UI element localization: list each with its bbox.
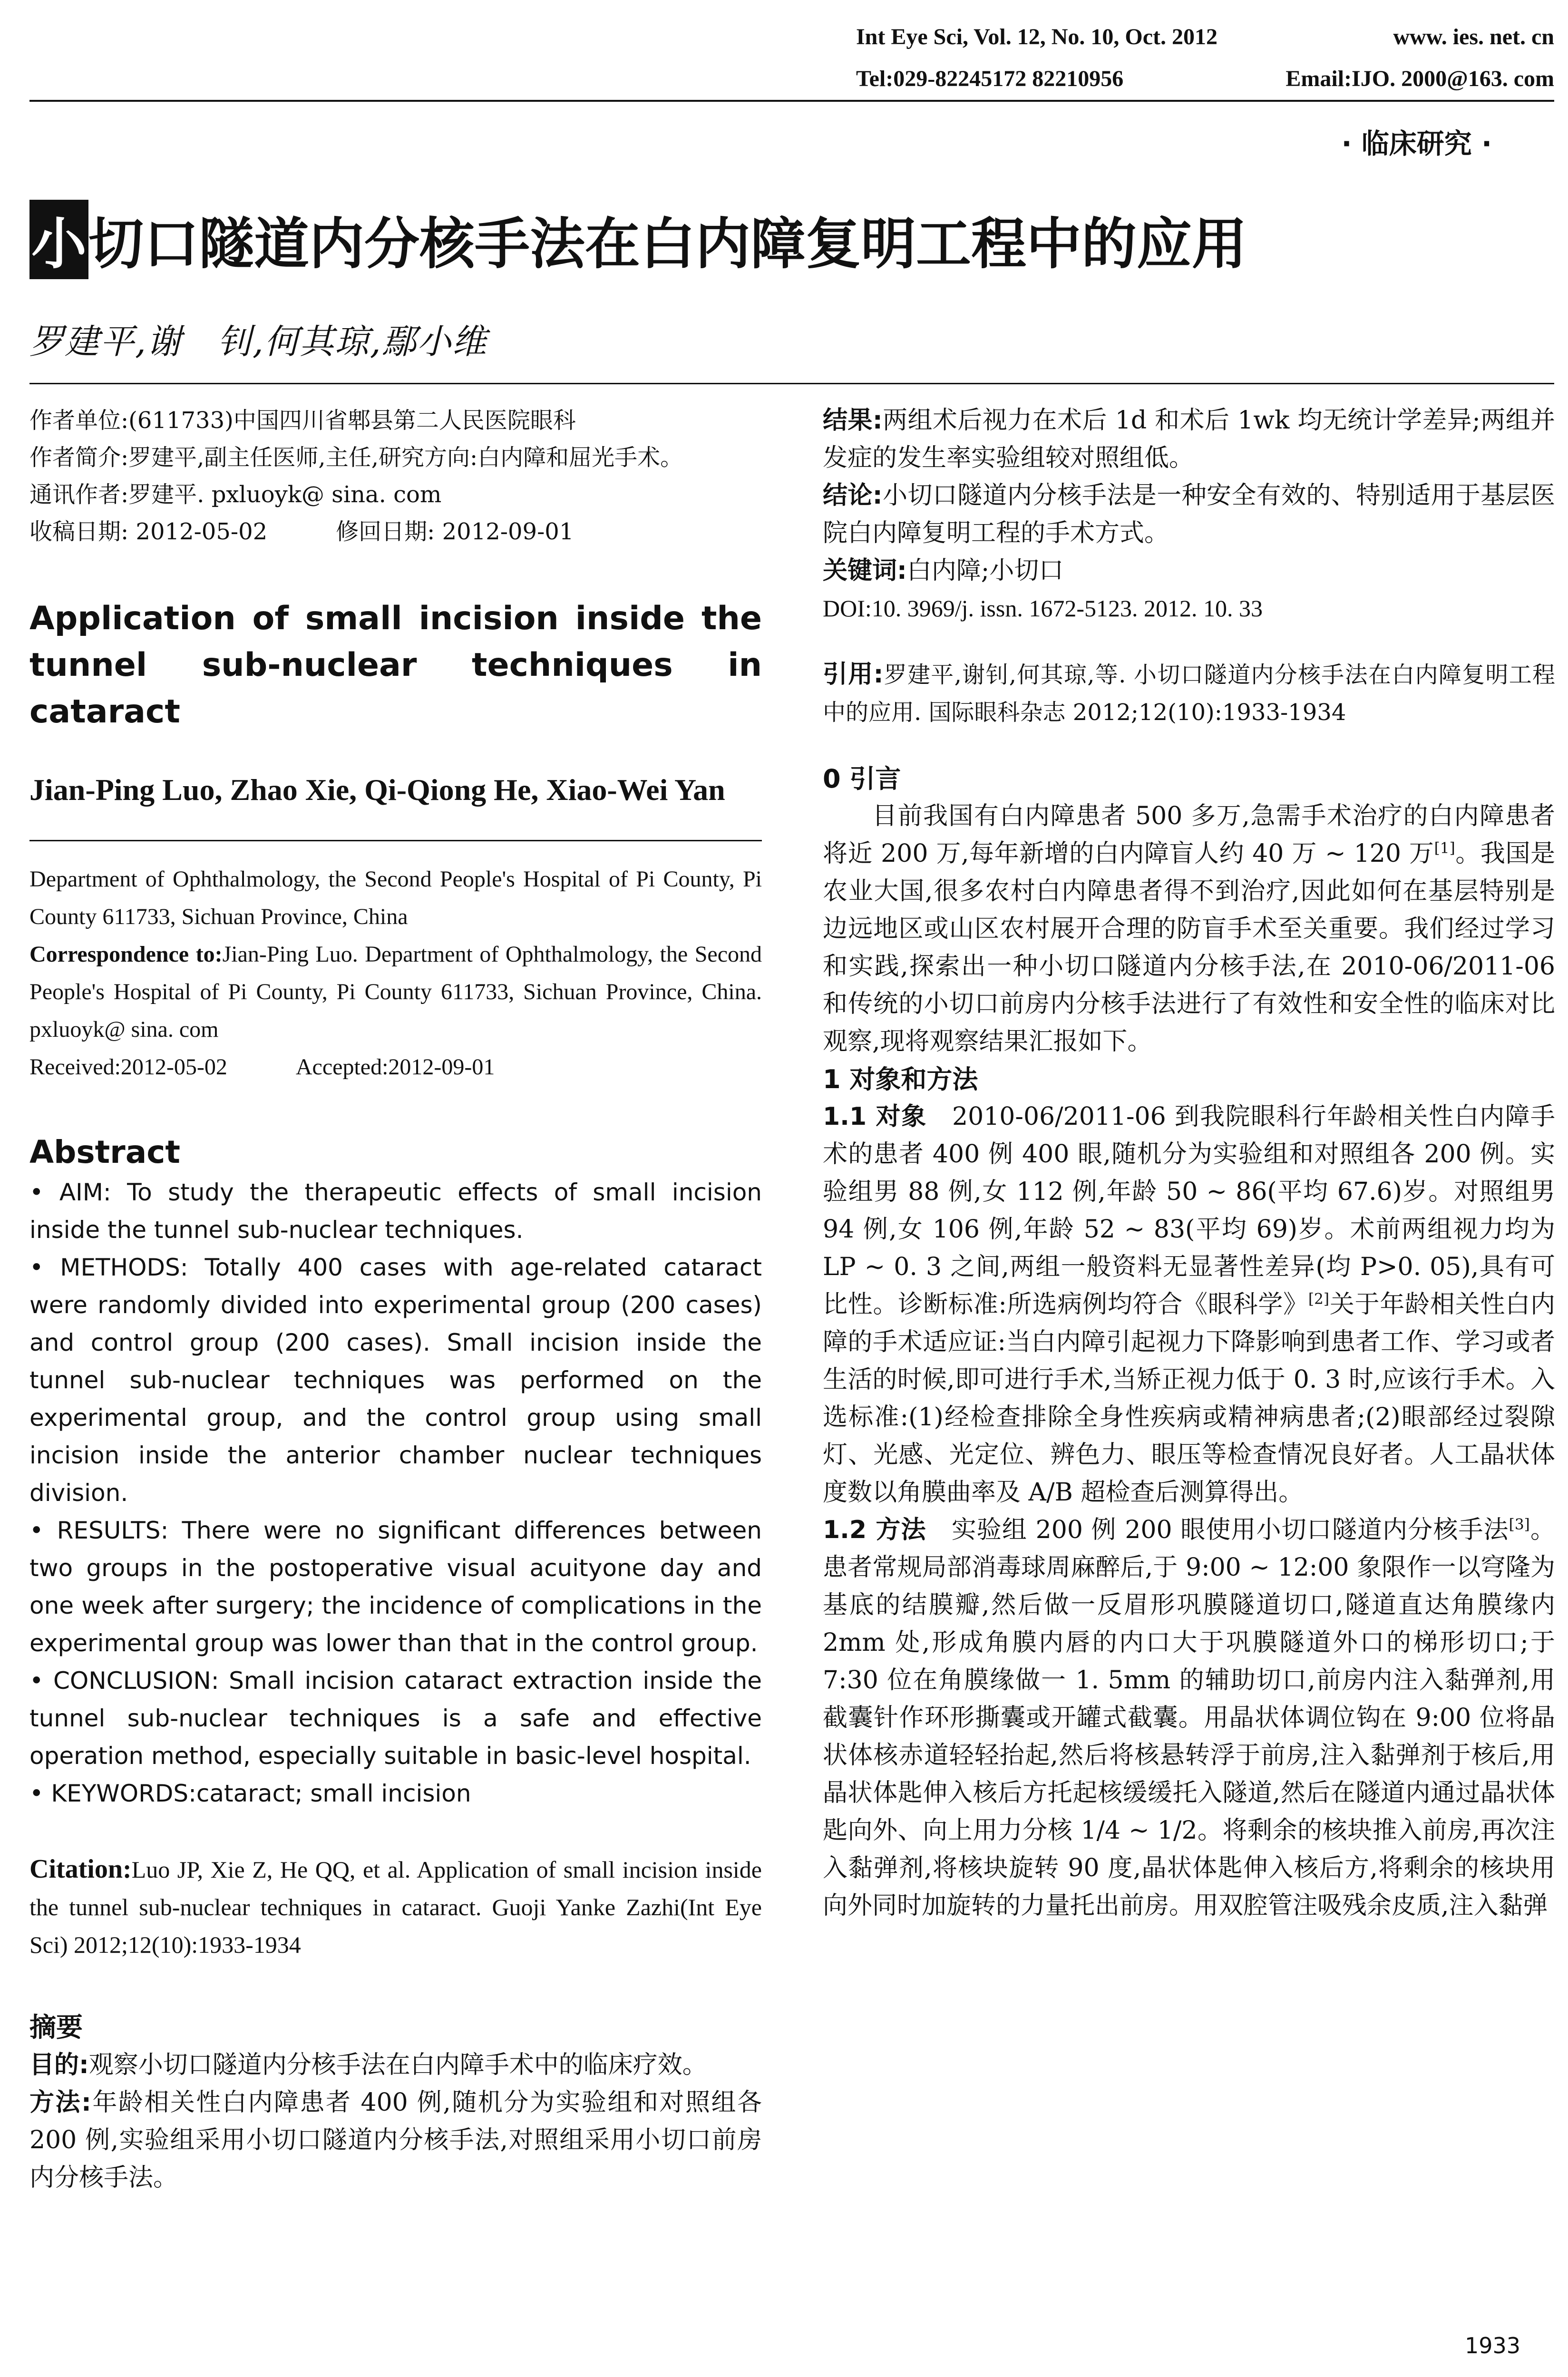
method-text-cn: 年龄相关性白内障患者 400 例,随机分为实验组和对照组各 200 例,实验组采用小切口隧道内分核手法,对照组采用小切口前房内分核手法。 xyxy=(29,2088,762,2192)
corresponding-author: 通讯作者:罗建平. pxluoyk@ sina. com xyxy=(29,481,442,508)
correspondence-label: Correspondence to: xyxy=(29,942,223,967)
methods-ref: [3] xyxy=(1509,1516,1530,1533)
correspondence-text: Jian-Ping Luo. Department of Ophthalmology, the Second People's Hospital of Pi County, Pi County 611733, Sichuan Province, China. pxluoyk@ sina. com xyxy=(29,942,762,1042)
methods-heading: 1 对象和方法 xyxy=(823,1064,978,1094)
intro-ref-1: [1] xyxy=(1434,839,1455,857)
left-column xyxy=(29,402,762,2197)
english-authors: Jian-Ping Luo, Zhao Xie, Qi-Qiong He, Xiao-Wei Yan xyxy=(29,773,725,807)
abstract-keywords: • KEYWORDS:cataract; small incision xyxy=(29,1780,471,1807)
methods-label: 1.2 方法 xyxy=(823,1516,926,1544)
citation-cn-text: 罗建平,谢钊,何其琼,等. 小切口隧道内分核手法在白内障复明工程中的应用. 国际眼科杂志 2012;12(10):1933-1934 xyxy=(823,662,1556,726)
abstract-aim: • AIM: To study the therapeutic effects of small incision inside the tunnel sub-nuclear techniques. xyxy=(29,1179,762,1244)
subjects-text-2: 关于年龄相关性白内障的手术适应证:当白内障引起视力下降影响到患者工作、学习或者生活的时候,即可进行手术,当矫正视力低于 0. 3 时,应该行手术。入选标准:(1)经检查排除全身性疾病或精神病患者;(2)眼部经过裂隙灯、光感、光定位、辨色力、眼压等检查情况良好者。人工晶状体度数以角膜曲率及 A/B 超检查后测算得出。 xyxy=(823,1290,1555,1507)
column-label: · 临床研究 · xyxy=(1341,127,1492,160)
abstract-en xyxy=(29,1174,762,1812)
subjects-paragraph xyxy=(823,1098,1555,1511)
abstract-methods: • METHODS: Totally 400 cases with age-related cataract were randomly divided into experimental group (200 cases) and control group (200 cases). Small incision inside the tunnel sub-nuclear techniques was performed on the experimental group, and the control group using small incision inside the anterior chamber nuclear techniques division. xyxy=(29,1254,762,1507)
intro-paragraph xyxy=(823,798,1555,1061)
keywords-label-cn: 关键词: xyxy=(823,556,907,585)
abstract-cn-part1 xyxy=(29,2046,762,2197)
citation-cn xyxy=(823,656,1555,731)
conclusion-label-cn: 结论: xyxy=(823,481,883,510)
abstract-conclusion: • CONCLUSION: Small incision cataract extraction inside the tunnel sub-nuclear techniques is a safe and effective operation method, especially suitable in basic-level hospital. xyxy=(29,1667,762,1770)
citation-cn-label: 引用: xyxy=(823,660,884,689)
authors-cn: 罗建平,谢 钊,何其琼,鄢小维 xyxy=(29,321,487,361)
journal-citation-line: Int Eye Sci, Vol. 12, No. 10, Oct. 2012 xyxy=(856,24,1218,49)
journal-header-line1 xyxy=(856,24,1554,50)
intro-text-2: 。我国是农业大国,很多农村白内障患者得不到治疗,因此如何在基层特别是边远地区或山区农村展开合理的防盲手术至关重要。我们经过学习和实践,探索出一种小切口隧道内分核手法,在 2010-06/2011-06 和传统的小切口前房内分核手法进行了有效性和安全性的临床对比观察,现将观察结果汇报如下。 xyxy=(823,839,1555,1056)
abstract-heading: Abstract xyxy=(29,1134,180,1170)
page-number: 1933 xyxy=(1465,2333,1521,2358)
header-rule xyxy=(29,100,1554,102)
citation-label: Citation: xyxy=(29,1854,132,1884)
subjects-label: 1.1 对象 xyxy=(823,1102,927,1131)
author-info-cn xyxy=(29,402,762,550)
dates-cn: 收稿日期: 2012-05-02 修回日期: 2012-09-01 xyxy=(29,518,574,545)
article-title-cn xyxy=(29,200,1247,279)
author-bio: 作者简介:罗建平,副主任医师,主任,研究方向:白内障和屈光手术。 xyxy=(29,444,683,471)
methods-paragraph xyxy=(823,1511,1555,1925)
journal-header-line2 xyxy=(856,66,1554,92)
result-text-cn: 两组术后视力在术后 1d 和术后 1wk 均无统计学差异;两组并发症的发生率实验组较对照组低。 xyxy=(823,406,1555,472)
subjects-ref: [2] xyxy=(1308,1290,1330,1308)
author-unit: 作者单位:(611733)中国四川省郫县第二人民医院眼科 xyxy=(29,407,576,434)
intro-heading: 0 引言 xyxy=(823,764,901,794)
english-title: Application of small incision inside the tunnel sub-nuclear techniques in cataract xyxy=(29,600,762,731)
title-rule xyxy=(29,383,1554,384)
aim-text-cn: 观察小切口隧道内分核手法在白内障手术中的临床疗效。 xyxy=(88,2051,707,2079)
subjects-text: 2010-06/2011-06 到我院眼科行年龄相关性白内障手术的患者 400 例 400 眼,随机分为实验组和对照组各 200 例。实验组男 88 例,女 112 例,年龄 50 ~ 86(平均 67.6)岁。对照组男 94 例,女 106 例,年龄 52 ~ 83(平均 69)岁。术前两组视力均为 LP ~ 0. 3 之间,两组一般资料无显著性差异(均 P>0. 05),具有可比性。诊断标准:所选病例均符合《眼科学》 xyxy=(823,1102,1555,1319)
abstract-cn-heading: 摘要 xyxy=(29,2012,83,2043)
right-column xyxy=(823,402,1555,1925)
abstract-results: • RESULTS: There were no significant differences between two groups in the postoperative visual acuityone day and one week after surgery; the incidence of complications in the experimental group was lower than that in the control group. xyxy=(29,1517,762,1657)
aim-label-cn: 目的: xyxy=(29,2051,89,2079)
journal-telephone: Tel:029-82245172 82210956 xyxy=(856,66,1124,91)
english-department: Department of Ophthalmology, the Second People's Hospital of Pi County, Pi County 611733, Sichuan Province, China xyxy=(29,867,762,929)
method-label-cn: 方法: xyxy=(29,2088,91,2117)
citation-en xyxy=(29,1851,762,1964)
abstract-cn-part2 xyxy=(823,402,1555,627)
citation-text: Luo JP, Xie Z, He QQ, et al. Application of small incision inside the tunnel sub-nuclear techniques in cataract. Guoji Yanke Zazhi(Int Eye Sci) 2012;12(10):1933-1934 xyxy=(29,1856,762,1958)
methods-text-2: 。患者常规局部消毒球周麻醉后,于 9:00 ~ 12:00 象限作一以穹隆为基底的结膜瓣,然后做一反眉形巩膜隧道切口,隧道直达角膜缘内 2mm 处,形成角膜内唇的内口大于巩膜隧道外口的梯形切口;于 7:30 位在角膜缘做一 1. 5mm 的辅助切口,前房内注入黏弹剂,用截囊针作环形撕囊或开罐式截囊。用晶状体调位钩在 9:00 位将晶状体核赤道轻轻抬起,然后将核悬转浮于前房,注入黏弹剂于核后,用晶状体匙伸入核后方托起核缓缓托入隧道,然后在隧道内通过晶状体匙向外、向上用力分核 1/4 ~ 1/2。将剩余的核块推入前房,再次注入黏弹剂,将核块旋转 90 度,晶状体匙伸入核后方,将剩余的核块用向外同时加旋转的力量托出前房。用双腔管注吸残余皮质,注入黏弹 xyxy=(823,1516,1555,1920)
result-label-cn: 结果: xyxy=(823,406,883,435)
conclusion-text-cn: 小切口隧道内分核手法是一种安全有效的、特别适用于基层医院白内障复明工程的手术方式。 xyxy=(823,481,1555,547)
journal-email: Email:IJO. 2000@163. com xyxy=(1286,66,1554,91)
intro-text-1: 目前我国有白内障患者 500 多万,急需手术治疗的白内障患者将近 200 万,每年新增的白内障盲人约 40 万 ~ 120 万 xyxy=(823,802,1555,868)
journal-website: www. ies. net. cn xyxy=(1393,24,1554,49)
english-affiliation xyxy=(29,860,762,1086)
title-rest: 切口隧道内分核手法在白内障复明工程中的应用 xyxy=(88,212,1247,276)
keywords-text-cn: 白内障;小切口 xyxy=(906,556,1064,585)
english-dates: Received:2012-05-02 Accepted:2012-09-01 xyxy=(29,1054,495,1080)
en-info-rule xyxy=(29,840,762,841)
title-first-char: 小 xyxy=(29,200,88,279)
methods-text: 实验组 200 例 200 眼使用小切口隧道内分核手法 xyxy=(951,1516,1509,1544)
doi: DOI:10. 3969/j. issn. 1672-5123. 2012. 10. 33 xyxy=(823,595,1263,622)
